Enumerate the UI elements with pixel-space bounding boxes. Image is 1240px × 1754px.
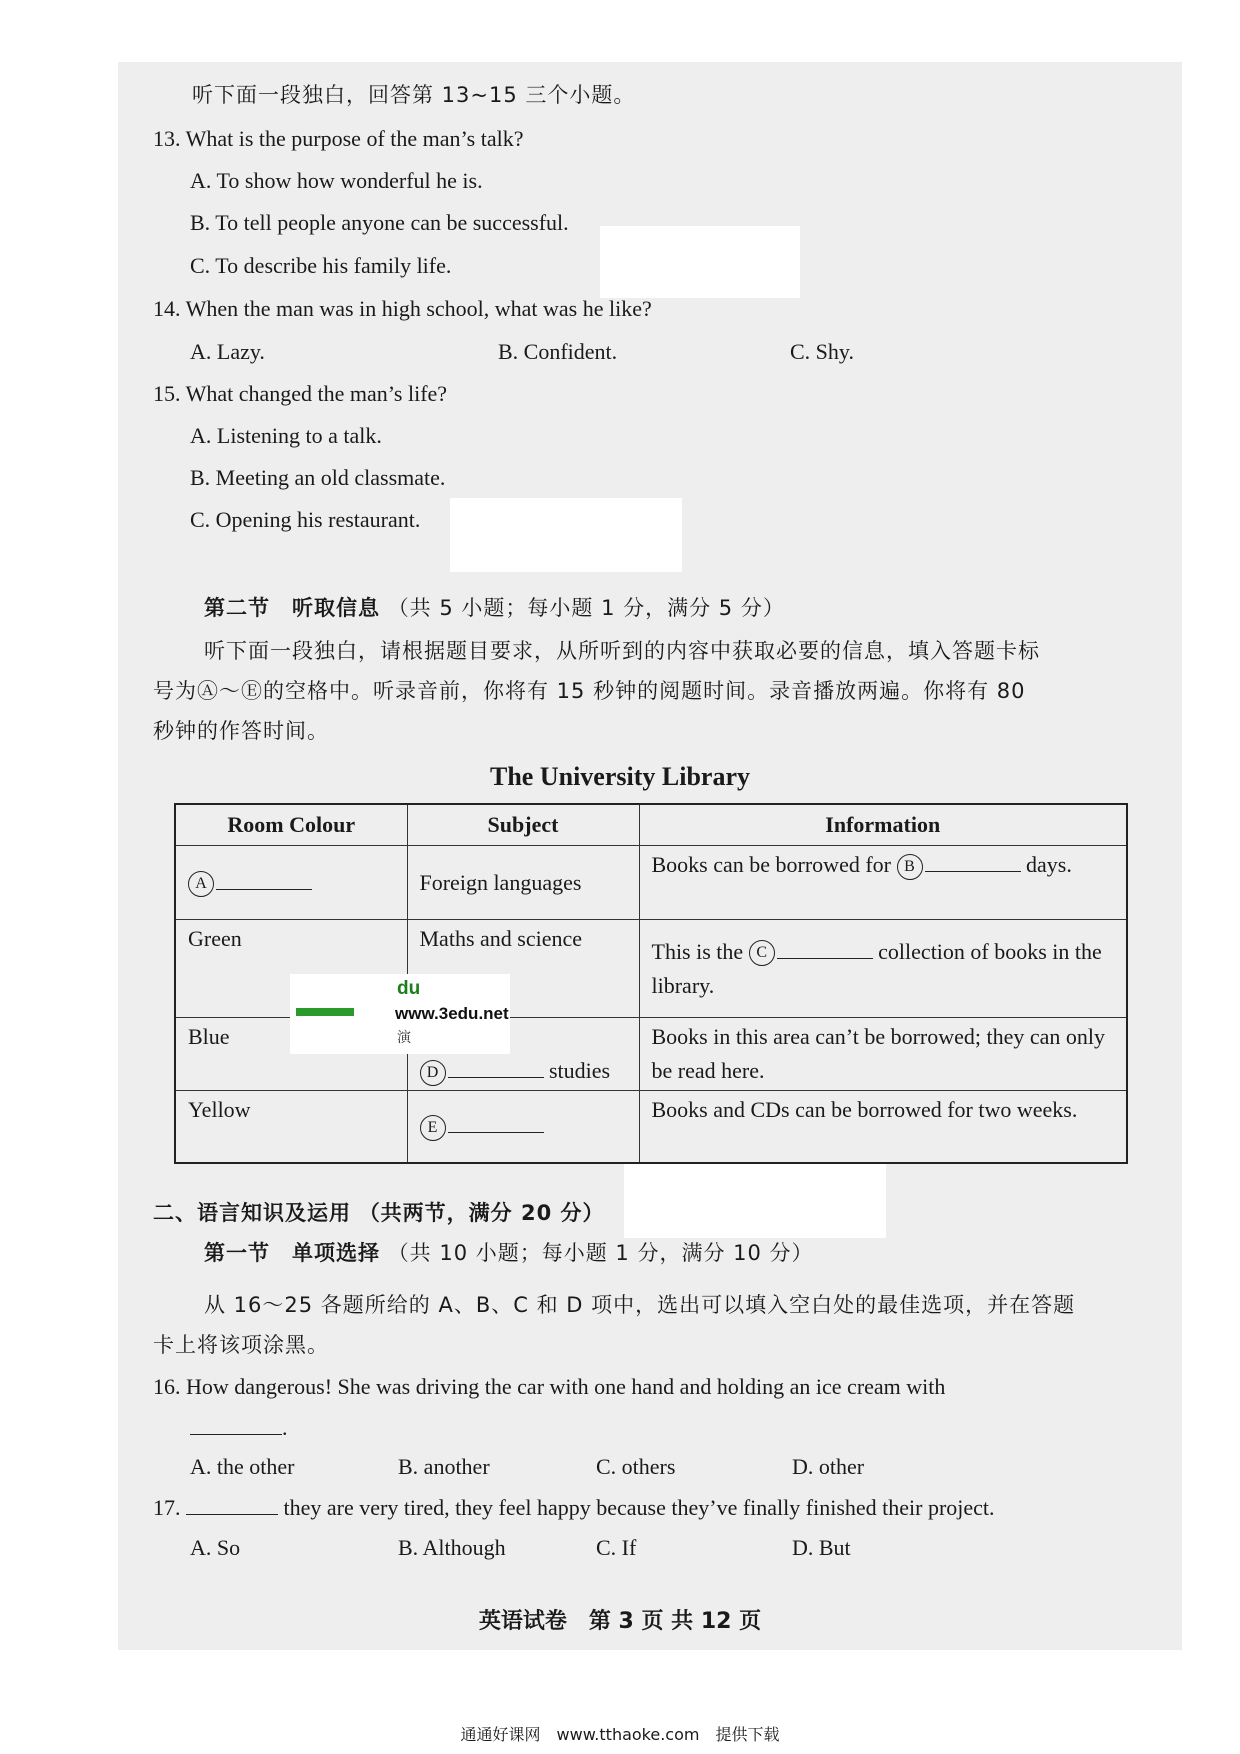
download-credit: 通通好课网 www.tthaoke.com 提供下载 [460,1725,780,1744]
q13-option-a: A. To show how wonderful he is. [190,168,483,193]
blank-marker: C [749,940,775,966]
blank-marker: A [188,871,214,897]
cell-colour: Green [175,920,407,1018]
info-text: collection of books in the library. [651,938,1102,998]
watermark-site: www.3edu.net [395,1004,509,1023]
q15-stem: 15. What changed the man’s life? [153,381,448,406]
q14-stem: 14. When the man was in high school, what was he like? [153,296,652,321]
answer-blank [448,1110,544,1133]
q16-stem-tail [190,1412,288,1443]
q17-option-a: A. So [190,1535,241,1560]
header-information: Information [639,804,1127,846]
blank-marker: E [420,1115,446,1141]
q16-option-b: B. another [398,1454,490,1479]
header-subject: Subject [407,804,639,846]
cell-subject: Foreign languages [407,846,639,920]
q13-option-c: C. To describe his family life. [190,253,452,278]
q13-option-b: B. To tell people anyone can be successful. [190,210,569,235]
part2-sec1-heading-line [204,1238,814,1268]
q14-option-a: A. Lazy. [190,339,265,364]
section2-note: （共 5 小题；每小题 1 分，满分 5 分） [387,596,785,620]
q17-option-b: B. Although [398,1535,506,1560]
cell-info [639,920,1127,1018]
part2-note: （共两节，满分 20 分） [358,1201,605,1225]
answer-blank [186,1492,278,1515]
watermark-char: 演 [397,1030,411,1046]
cell-subject: Maths and science [407,920,639,1018]
cell-info: Books in this area can’t be borrowed; they can only be read here. [639,1018,1127,1091]
q15-option-c: C. Opening his restaurant. [190,507,421,532]
table-title: The University Library [490,762,750,791]
answer-blank [925,849,1021,872]
section2-heading-line [204,593,785,623]
cell-colour: Blue [175,1018,407,1091]
watermark-logo: du [397,978,421,999]
info-text: This is the [651,938,744,964]
section2-heading: 第二节 听取信息 [204,596,380,620]
whiteout-patch [450,498,682,572]
q17-option-d: D. But [792,1535,851,1560]
section2-instr-2: 号为Ⓐ～Ⓔ的空格中。听录音前，你将有 15 秒钟的阅题时间。录音播放两遍。你将有 80 [153,679,1026,703]
q17-number: 17. [153,1495,181,1520]
part2-instr-1: 从 16～25 各题所给的 A、B、C 和 D 项中，选出可以填入空白处的最佳选项，并在答题 [204,1293,1076,1317]
answer-blank [190,1412,282,1435]
answer-blank [448,1055,544,1078]
q17-option-c: C. If [596,1535,637,1560]
q16-option-a: A. the other [190,1454,295,1479]
part2-heading-line [153,1198,605,1228]
cell-info [639,846,1127,920]
part2-sec1-heading: 第一节 单项选择 [204,1241,380,1265]
whiteout-patch [600,226,800,298]
blank-marker: D [420,1060,446,1086]
part2-heading: 二、语言知识及运用 [153,1201,351,1225]
section2-instr-1: 听下面一段独白，请根据题目要求，从所听到的内容中获取必要的信息，填入答题卡标 [204,639,1040,663]
whiteout-patch [624,1162,886,1238]
q14-option-c: C. Shy. [790,339,854,364]
table-row [175,846,1127,920]
answer-blank [216,867,312,890]
section2-instr-3: 秒钟的作答时间。 [153,719,329,743]
info-text: Books can be borrowed for [651,852,891,877]
subject-text: studies [549,1058,611,1083]
cell-colour [175,846,407,920]
q15-option-a: A. Listening to a talk. [190,423,382,448]
q16-stem: 16. How dangerous! She was driving the car with one hand and holding an ice cream with [153,1374,946,1399]
info-text: days. [1026,852,1072,877]
watermark-bar [296,1008,354,1016]
part2-instr-2: 卡上将该项涂黑。 [153,1333,329,1357]
q13-stem: 13. What is the purpose of the man’s talk? [153,126,524,151]
table-header-row [175,804,1127,846]
q16-option-d: D. other [792,1454,865,1479]
table-row [175,1091,1127,1163]
part2-sec1-note: （共 10 小题；每小题 1 分，满分 10 分） [387,1241,814,1265]
cell-colour: Yellow [175,1091,407,1163]
q16-option-c: C. others [596,1454,676,1479]
cell-subject [407,1091,639,1163]
cell-info: Books and CDs can be borrowed for two weeks. [639,1091,1127,1163]
listening-intro: 听下面一段独白，回答第 13~15 三个小题。 [192,83,636,107]
header-room-colour: Room Colour [175,804,407,846]
q17-stem: they are very tired, they feel happy because they’ve finally finished their project. [283,1495,995,1520]
q15-option-b: B. Meeting an old classmate. [190,465,446,490]
blank-marker: B [897,854,923,880]
q16-period: . [282,1415,288,1440]
page-footer: 英语试卷 第 3 页 共 12 页 [478,1609,762,1634]
q14-option-b: B. Confident. [498,339,618,364]
answer-blank [777,936,873,959]
q17-stem-line [153,1492,995,1523]
